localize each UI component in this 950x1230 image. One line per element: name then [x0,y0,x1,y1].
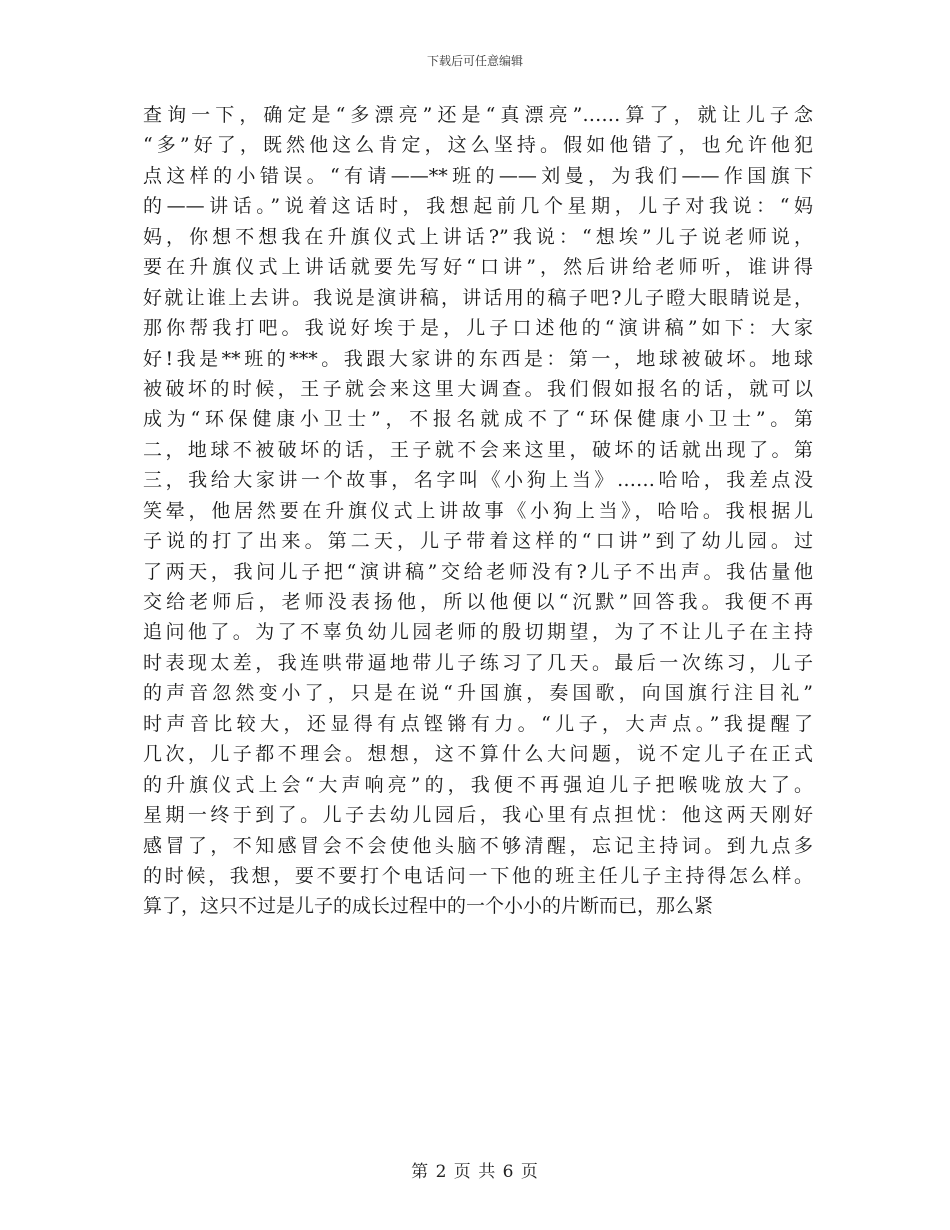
text-line: 的声音忽然变小了，只是在说“升国旗，奏国歌，向国旗行注目礼” [143,682,813,705]
text-line: 的升旗仪式上会“大声响亮”的，我便不再强迫儿子把喉咙放大了。 [143,773,813,796]
text-line: 时表现太差，我连哄带逼地带儿子练习了几天。最后一次练习，儿子 [143,651,813,674]
text-line: 好就让谁上去讲。我说是演讲稿，讲话用的稿子吧?儿子瞪大眼睛说是， [143,286,813,309]
text-line: 时声音比较大，还显得有点铿锵有力。“儿子，大声点。”我提醒了 [143,712,813,735]
text-line: 笑晕，他居然要在升旗仪式上讲故事《小狗上当》，哈哈。我根据儿 [143,499,813,522]
text-line: 的时候，我想，要不要打个电话问一下他的班主任儿子主持得怎么样。 [143,864,813,887]
text-line: 子说的打了出来。第二天，儿子带着这样的“口讲”到了幼儿园。过 [143,530,813,553]
text-line: 成为“环保健康小卫士”，不报名就成不了“环保健康小卫士”。第 [143,408,813,431]
text-line: 追问他了。为了不辜负幼儿园老师的殷切期望，为了不让儿子在主持 [143,621,813,644]
text-line: 二，地球不被破坏的话，王子就不会来这里，破坏的话就出现了。第 [143,438,813,461]
text-line: 的——讲话。”说着这话时，我想起前几个星期，儿子对我说：“妈 [143,195,813,218]
text-line: 三，我给大家讲一个故事，名字叫《小狗上当》……哈哈，我差点没 [143,469,813,492]
text-line: 星期一终于到了。儿子去幼儿园后，我心里有点担忧：他这两天刚好 [143,804,813,827]
text-line: 好!我是**班的***。我跟大家讲的东西是：第一，地球被破坏。地球 [143,347,813,370]
text-line: 点这样的小错误。“有请——**班的——刘曼，为我们——作国旗下 [143,164,813,187]
text-line: 查询一下，确定是“多漂亮”还是“真漂亮”……算了，就让儿子念 [143,104,813,126]
page-header: 下载后可任意编辑 [426,54,523,68]
text-line: 妈，你想不想我在升旗仪式上讲话?”我说：“想埃”儿子说老师说， [143,225,813,248]
text-line: 那你帮我打吧。我说好埃于是，儿子口述他的“演讲稿”如下：大家 [143,317,813,340]
text-line: 算了，这只不过是儿子的成长过程中的一个小小的片断而已，那么紧 [143,895,714,918]
page-footer: 第 2 页 共 6 页 [411,1162,539,1182]
document-body [143,100,813,922]
text-line: 交给老师后，老师没表扬他，所以他便以“沉默”回答我。我便不再 [143,591,813,613]
text-line: 要在升旗仪式上讲话就要先写好“口讲”，然后讲给老师听，谁讲得 [143,256,813,279]
text-line: “多”好了，既然他这么肯定，这么坚持。假如他错了，也允许他犯 [143,134,813,157]
text-line: 被破坏的时候，王子就会来这里大调查。我们假如报名的话，就可以 [143,377,813,400]
text-line: 几次，儿子都不理会。想想，这不算什么大问题，说不定儿子在正式 [143,743,813,766]
text-line: 感冒了，不知感冒会不会使他头脑不够清醒，忘记主持词。到九点多 [143,834,813,857]
text-line: 了两天，我问儿子把“演讲稿”交给老师没有?儿子不出声。我估量他 [143,560,813,583]
